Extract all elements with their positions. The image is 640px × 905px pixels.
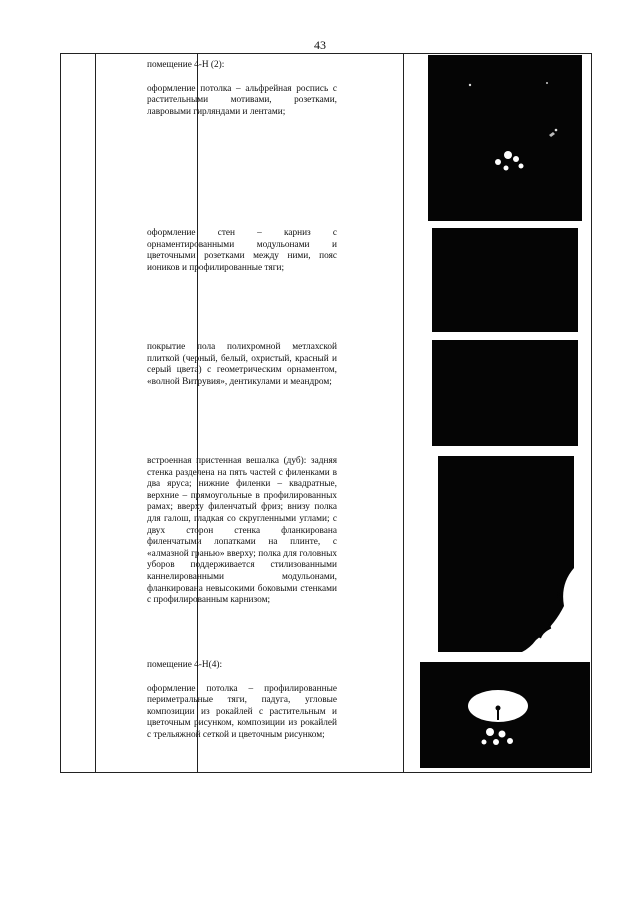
ceiling-rocaille-photo bbox=[420, 662, 590, 768]
description-room-4n2-ceiling bbox=[147, 60, 337, 118]
page-number: 43 bbox=[314, 38, 326, 52]
floor-tile-photo bbox=[432, 340, 578, 446]
description-room-4n4-ceiling bbox=[147, 660, 337, 742]
description-text: встроенная пристенная вешалка (дуб): задняя стенка разделена на пять частей с филенками в два яруса; нижние филенки – квадратные, верхние – прямоугольные в профилированных рамах; вверху филенчатый фриз; внизу полка для галош, гладкая со скругленными углами; с двух сторон стенка фланкирована филенчатыми лопатками на плинте, с «алмазной гранью» вверху; полка для головных уборов поддерживается стилизованными каннелированными модульонами, фланкирована невысокими боковыми стенками с профилированным карнизом; bbox=[147, 456, 337, 606]
coat-rack-photo bbox=[438, 456, 574, 652]
column-divider-1 bbox=[95, 54, 96, 772]
description-text: оформление потолка – альфрейная роспись с растительными мотивами, розетками, лавровыми гирляндами и лентами; bbox=[147, 83, 337, 117]
ceiling-painting-photo bbox=[428, 55, 582, 221]
column-divider-3 bbox=[403, 54, 404, 772]
description-text: оформление стен – карниз с орнаментированными модульонами и цветочными розетками между ними, пояс иоников и профилированные тяги; bbox=[147, 228, 337, 273]
description-floor bbox=[147, 342, 337, 388]
description-text: покрытие пола полихромной метлахской плиткой (черный, белый, охристый, красный и серый цвета) с геометрическим орнаментом, «волной Витрувия», дентикулами и меандром; bbox=[147, 342, 337, 387]
description-coat-rack bbox=[147, 456, 337, 607]
room-heading: помещение 4-Н (2): bbox=[147, 60, 225, 70]
description-text: оформление потолка – профилированные периметральные тяги, падуга, угловые композиции из рокайлей с растительным и цветочным рисунком, композиции из рокайлей с трельяжной сеткой и цветочным рисунком; bbox=[147, 683, 337, 740]
cornice-photo bbox=[432, 228, 578, 332]
description-walls bbox=[147, 228, 337, 274]
room-heading: помещение 4-Н(4): bbox=[147, 660, 223, 670]
